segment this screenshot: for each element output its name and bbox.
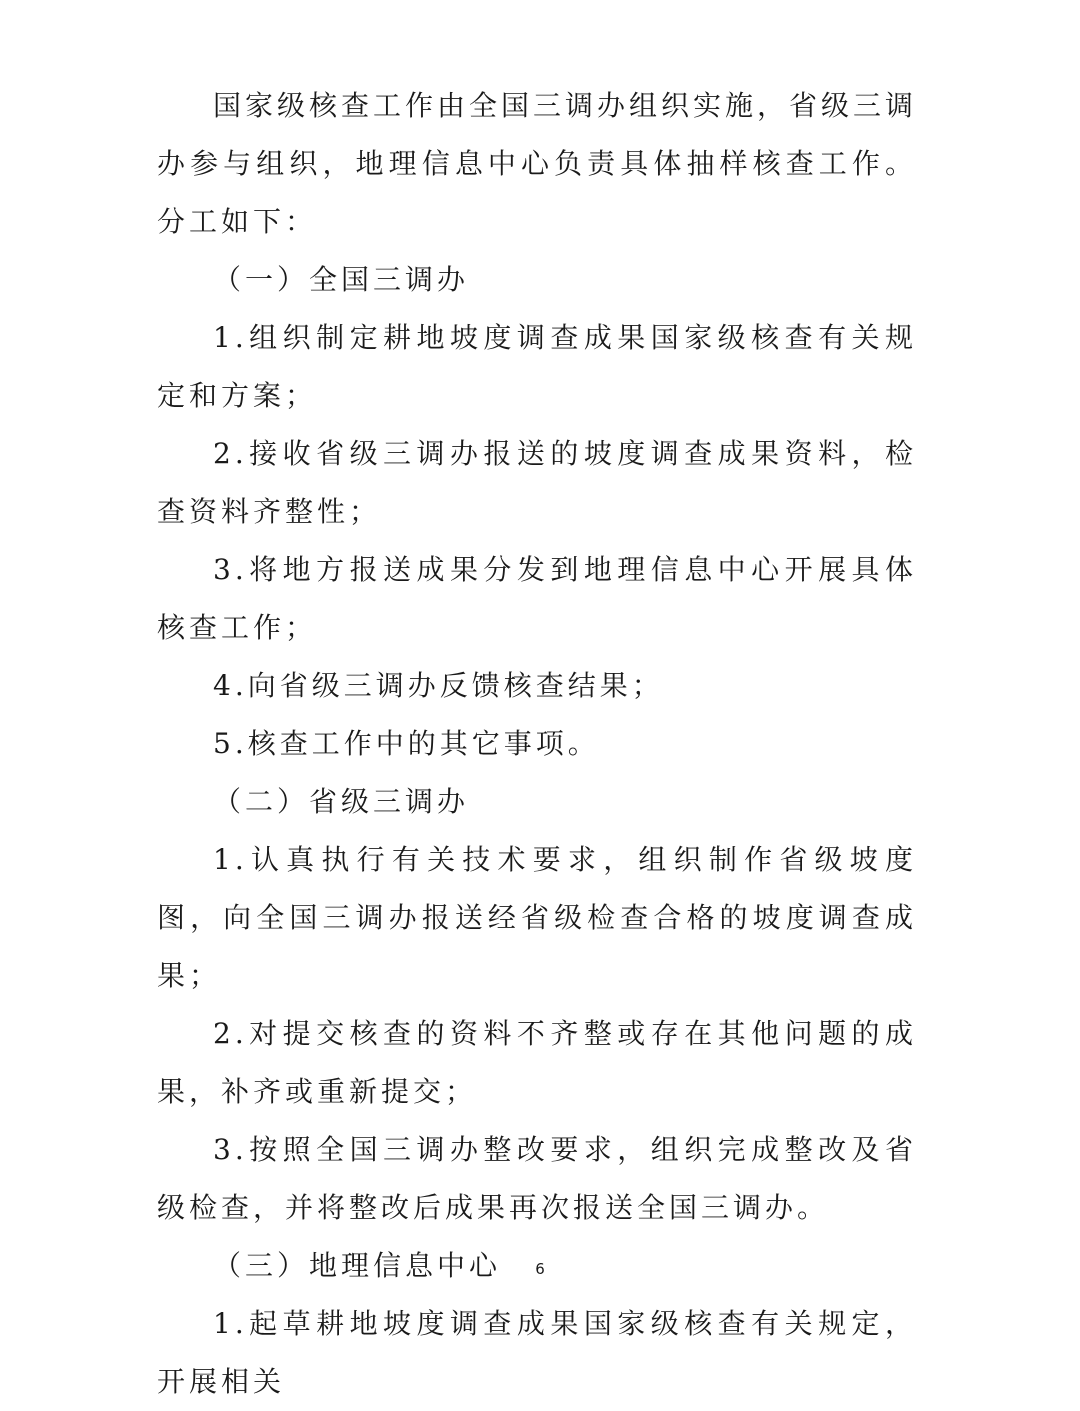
list-item: 1.认真执行有关技术要求，组织制作省级坡度图，向全国三调办报送经省级检查合格的坡度调查成果； xyxy=(157,843,917,992)
list-item: 1.组织制定耕地坡度调查成果国家级核查有关规定和方案； xyxy=(157,321,917,412)
list-item: 3.按照全国三调办整改要求，组织完成整改及省级检查，并将整改后成果再次报送全国三调办。 xyxy=(157,1133,917,1224)
list-item: 4.向省级三调办反馈核查结果； xyxy=(213,669,664,702)
body-text xyxy=(157,77,917,1411)
section-heading-national-office: （一）全国三调办 xyxy=(213,263,470,296)
list-item: 1.起草耕地坡度调查成果国家级核查有关规定，开展相关 xyxy=(157,1307,917,1398)
list-item: 5.核查工作中的其它事项。 xyxy=(213,727,600,760)
list-item: 2.接收省级三调办报送的坡度调查成果资料，检查资料齐整性； xyxy=(157,437,917,528)
list-item: 2.对提交核查的资料不齐整或存在其他问题的成果，补齐或重新提交； xyxy=(157,1017,917,1108)
section-heading-geoinfo-center: （三）地理信息中心 xyxy=(213,1249,502,1282)
page-number: 6 xyxy=(535,1260,545,1278)
intro-paragraph: 国家级核查工作由全国三调办组织实施，省级三调办参与组织，地理信息中心负责具体抽样核查工作。分工如下： xyxy=(157,89,918,238)
section-heading-provincial-office: （二）省级三调办 xyxy=(213,785,470,818)
list-item: 3.将地方报送成果分发到地理信息中心开展具体核查工作； xyxy=(157,553,917,644)
